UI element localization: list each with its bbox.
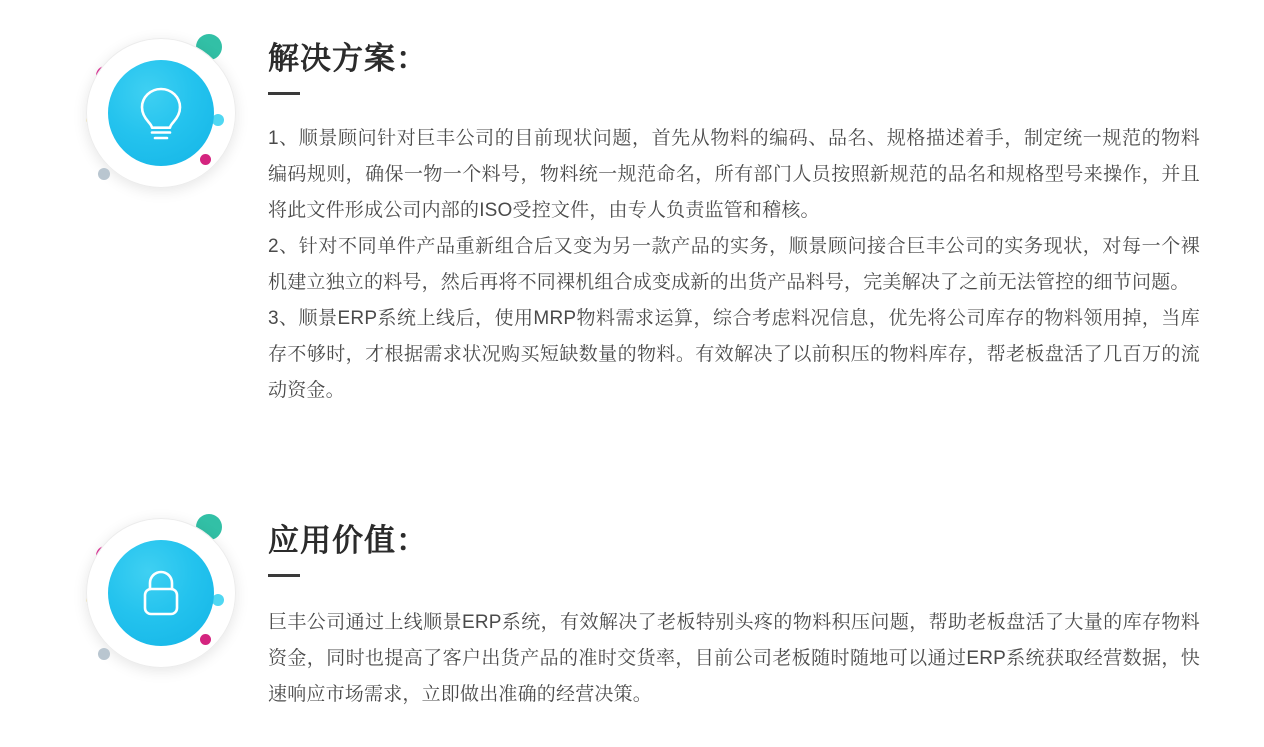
heading-rule bbox=[268, 574, 300, 577]
solution-content bbox=[268, 18, 1264, 409]
decor-dot-gray-icon bbox=[98, 648, 110, 660]
page-title-solution: 解决方案： bbox=[268, 41, 428, 76]
value-body bbox=[268, 605, 1200, 713]
decor-dot-gray-icon bbox=[98, 168, 110, 180]
value-icon-badge bbox=[0, 498, 268, 688]
solution-icon-badge bbox=[0, 18, 268, 208]
solution-paragraph-3: 3、顺景ERP系统上线后，使用MRP物料需求运算，综合考虑料况信息，优先将公司库存的物料领用掉，当库存不够时，才根据需求状况购买短缺数量的物料。有效解决了以前积压的物料库存，帮老板盘活了几百万的流动资金。 bbox=[268, 308, 1200, 402]
solution-body bbox=[268, 121, 1200, 409]
solution-paragraph-2: 2、针对不同单件产品重新组合后又变为另一款产品的实务，顺景顾问接合巨丰公司的实务现状，对每一个裸机建立独立的料号，然后再将不同裸机组合成变成新的出货产品料号，完美解决了之前无法管控的细节问题。 bbox=[268, 236, 1200, 294]
solution-paragraph-1: 1、顺景顾问针对巨丰公司的目前现状问题，首先从物料的编码、品名、规格描述着手，制定统一规范的物料编码规则，确保一物一个料号，物料统一规范命名，所有部门人员按照新规范的品名和规格型号来操作，并且将此文件形成公司内部的ISO受控文件，由专人负责监管和稽核。 bbox=[268, 128, 1200, 222]
page-title-value: 应用价值： bbox=[268, 523, 428, 558]
value-content bbox=[268, 498, 1264, 713]
value-paragraph-1: 巨丰公司通过上线顺景ERP系统，有效解决了老板特别头疼的物料积压问题，帮助老板盘活了大量的库存物料资金，同时也提高了客户出货产品的准时交货率，目前公司老板随时随地可以通过ERP系统获取经营数据，快速响应市场需求，立即做出准确的经营决策。 bbox=[268, 612, 1200, 706]
section-solution bbox=[0, 18, 1264, 409]
lightbulb-icon bbox=[108, 60, 214, 166]
lock-icon bbox=[108, 540, 214, 646]
heading-rule bbox=[268, 92, 300, 95]
decor-dot-magenta-icon bbox=[200, 634, 211, 645]
decor-dot-magenta-icon bbox=[200, 154, 211, 165]
section-value bbox=[0, 498, 1264, 713]
